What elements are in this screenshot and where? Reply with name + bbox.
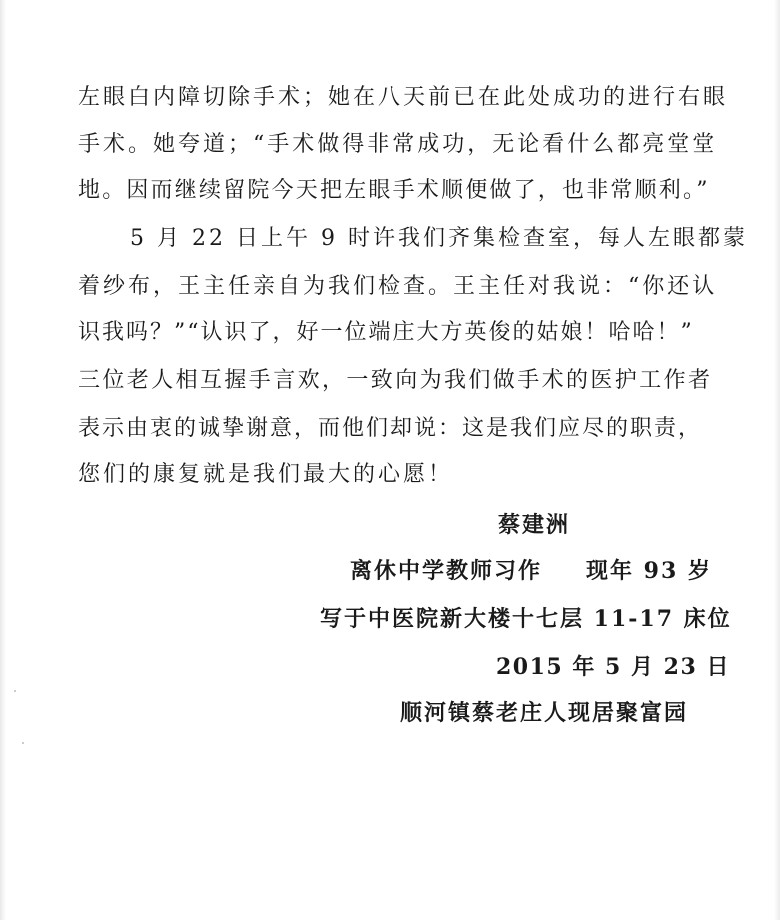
body-line-2: 手术。她夸道；“手术做得非常成功，无论看什么都亮堂堂 [78,132,718,157]
scan-speck [14,690,16,692]
body-line-8: 表示由衷的诚挚谢意，而他们却说：这是我们应尽的职责， [78,416,703,441]
author-address: 顺河镇蔡老庄人现居聚富园 [400,700,689,726]
writing-place: 写于中医院新大楼十七层 11-17 床位 [320,606,732,632]
author-age: 现年 93 岁 [586,558,712,584]
author-role-line [350,556,712,586]
body-line-4: 5 月 22 日上午 9 时许我们齐集检查室，每人左眼都蒙 [130,226,748,251]
scan-speck [22,742,24,744]
author-role: 离休中学教师习作 [350,558,543,584]
body-line-3: 地。因而继续留院今天把左眼手术顺便做了，也非常顺利。” [78,178,710,203]
scan-edge-right [774,0,780,920]
body-line-9: 您们的康复就是我们最大的心愿！ [78,462,454,487]
body-line-6: 识我吗？”“认识了，好一位端庄大方英俊的姑娘！哈哈！” [78,320,694,345]
body-line-7: 三位老人相互握手言欢，一致向为我们做手术的医护工作者 [78,368,713,393]
writing-date: 2015 年 5 月 23 日 [496,654,730,680]
body-line-1: 左眼白内障切除手术；她在八天前已在此处成功的进行右眼 [78,85,729,110]
scan-edge-left [0,0,6,920]
body-line-5: 着纱布，王主任亲自为我们检查。王主任对我说：“你还认 [78,274,718,299]
author-name: 蔡建洲 [498,512,571,538]
